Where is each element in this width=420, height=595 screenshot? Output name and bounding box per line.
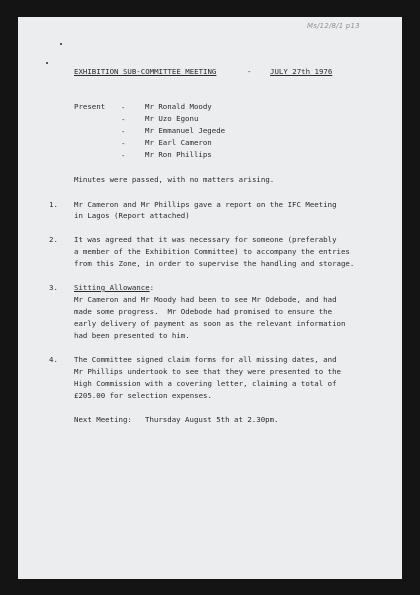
opening-statement: Minutes were passed, with no matters arising. xyxy=(74,175,275,184)
item-text-line: The Committee signed claim forms for all missing dates, and xyxy=(74,355,337,364)
present-label: Present xyxy=(74,102,106,111)
item-text-line: made some progress. Mr Odebode had promised to ensure the xyxy=(74,307,333,316)
item-title: Sitting Allowance: xyxy=(74,283,155,292)
attendee-name: Mr Ron Phillips xyxy=(145,150,212,159)
item-text-line: Mr Phillips undertook to see that they were presented to the xyxy=(74,367,341,376)
item-text-line: early delivery of payment as soon as the relevant information xyxy=(74,319,346,328)
next-meeting-label: Next Meeting: xyxy=(74,415,132,424)
item-text-line: from this Zone, in order to supervise the handling and storage. xyxy=(74,259,355,268)
item-text-line: High Commission with a covering letter, claiming a total of xyxy=(74,379,337,388)
punch-mark xyxy=(60,43,62,45)
item-number: 3. xyxy=(49,283,58,292)
bullet-dash: - xyxy=(121,103,126,112)
item-number: 4. xyxy=(49,355,58,364)
item-text-line: £205.00 for selection expenses. xyxy=(74,391,212,400)
item-text-line: a member of the Exhibition Committee) to accompany the entries xyxy=(74,247,350,256)
item-text-line: in Lagos (Report attached) xyxy=(74,211,190,220)
item-title-text: Sitting Allowance xyxy=(74,283,150,292)
bullet-dash: - xyxy=(121,139,126,148)
attendee-name: Mr Uzo Egonu xyxy=(145,114,199,123)
attendee-name: Mr Earl Cameron xyxy=(145,138,212,147)
attendee-name: Mr Ronald Moody xyxy=(145,102,212,111)
bullet-dash: - xyxy=(121,127,126,136)
meeting-date: JULY 27th 1976 xyxy=(270,67,333,76)
item-number: 2. xyxy=(49,235,58,244)
item-text-line: Mr Cameron and Mr Phillips gave a report on the IFC Meeting xyxy=(74,200,337,209)
bullet-dash: - xyxy=(121,115,126,124)
attendee-name: Mr Emmanuel Jegede xyxy=(145,126,226,135)
document-page xyxy=(18,17,402,579)
item-text-line: Mr Cameron and Mr Moody had been to see Mr Odebode, and had xyxy=(74,295,337,304)
bullet-dash: - xyxy=(121,151,126,160)
heading-separator: - xyxy=(247,67,252,76)
item-text-line: had been presented to him. xyxy=(74,331,190,340)
next-meeting-value: Thursday August 5th at 2.30pm. xyxy=(145,415,279,424)
punch-mark xyxy=(46,62,48,64)
item-number: 1. xyxy=(49,200,58,209)
item-text-line: It was agreed that it was necessary for someone (preferably xyxy=(74,235,337,244)
archive-reference-note: Ms/12/8/1 p13 xyxy=(307,22,360,30)
meeting-title: EXHIBITION SUB-COMMITTEE MEETING xyxy=(74,67,217,76)
